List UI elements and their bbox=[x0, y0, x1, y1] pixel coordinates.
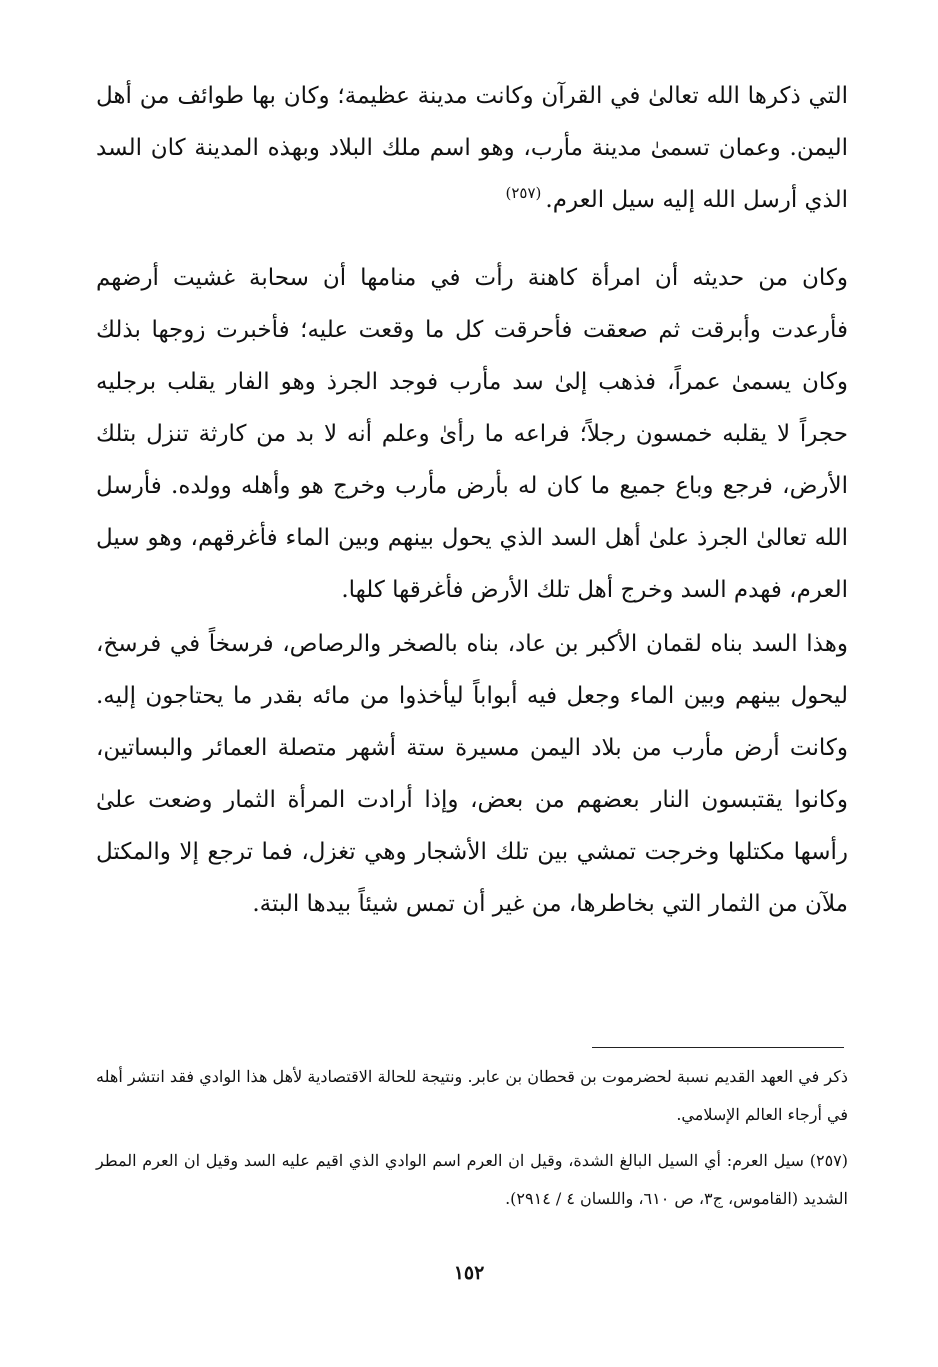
footnote-257: (٢٥٧) سيل العرم: أي السيل البالغ الشدة، وقيل ان العرم اسم الوادي الذي اقيم عليه السد وقيل ان العرم المطر الشديد (القاموس، ج٣، ص ٦١٠، واللسان ٤ / ٢٩١٤). bbox=[96, 1151, 848, 1208]
paragraph-2: وكان من حديثه أن امرأة كاهنة رأت في منامها أن سحابة غشيت أرضهم فأرعدت وأبرقت ثم صعقت فأحرقت كل ما وقعت عليه؛ فأخبرت زوجها بذلك وكان يسمىٰ عمراً، فذهب إلىٰ سد مأرب فوجد الجرذ وهو الفار يقلب برجليه حجراً لا يقلبه خمسون رجلاً؛ فراعه ما رأىٰ وعلم أنه لا بد من كارثة تنزل بتلك الأرض، فرجع وباع جميع ما كان له بأرض مأرب وخرج هو وأهله وولده. فأرسل الله تعالىٰ الجرذ علىٰ أهل السد الذي يحول بينهم وبين الماء فأغرقهم، وهو سيل العرم، فهدم السد وخرج أهل تلك الأرض فأغرقها كلها. bbox=[96, 265, 848, 603]
paragraph-3: وهذا السد بناه لقمان الأكبر بن عاد، بناه بالصخر والرصاص، فرسخاً في فرسخ، ليحول بينهم وبين الماء وجعل فيه أبواباً ليأخذوا من مائه بقدر ما يحتاجون إليه. وكانت أرض مأرب من بلاد اليمن مسيرة ستة أشهر متصلة العمائر والبساتين، وكانوا يقتبسون النار بعضهم من بعض، وإذا أرادت المرأة الثمار وضعت علىٰ رأسها مكتلها وخرجت تمشي بين تلك الأشجار وهي تغزل، فما ترجع إلا والمكتل ملآن من الثمار التي بخاطرها، من غير أن تمس شيئاً بيدها البتة. bbox=[96, 631, 848, 917]
footnote-reference: (٢٥٧) bbox=[505, 184, 542, 203]
page-number: ١٥٢ bbox=[453, 1262, 485, 1284]
footnote-continuation: ذكر في العهد القديم نسبة لحضرموت بن قحطان بن عابر. ونتيجة للحالة الاقتصادية لأهل هذا الوادي فقد انتشر أهله في أرجاء العالم الإسلامي. bbox=[96, 1067, 848, 1124]
paragraph-1-text: التي ذكرها الله تعالىٰ في القرآن وكانت مدينة عظيمة؛ وكان بها طوائف من أهل اليمن. وعمان تسمىٰ مدينة مأرب، وهو اسم ملك البلاد وبهذه المدينة كان السد الذي أرسل الله إليه سيل العرم. bbox=[96, 83, 848, 213]
paragraph-1 bbox=[96, 70, 848, 226]
footnotes bbox=[96, 1058, 848, 1226]
footnote-divider bbox=[592, 1047, 844, 1048]
